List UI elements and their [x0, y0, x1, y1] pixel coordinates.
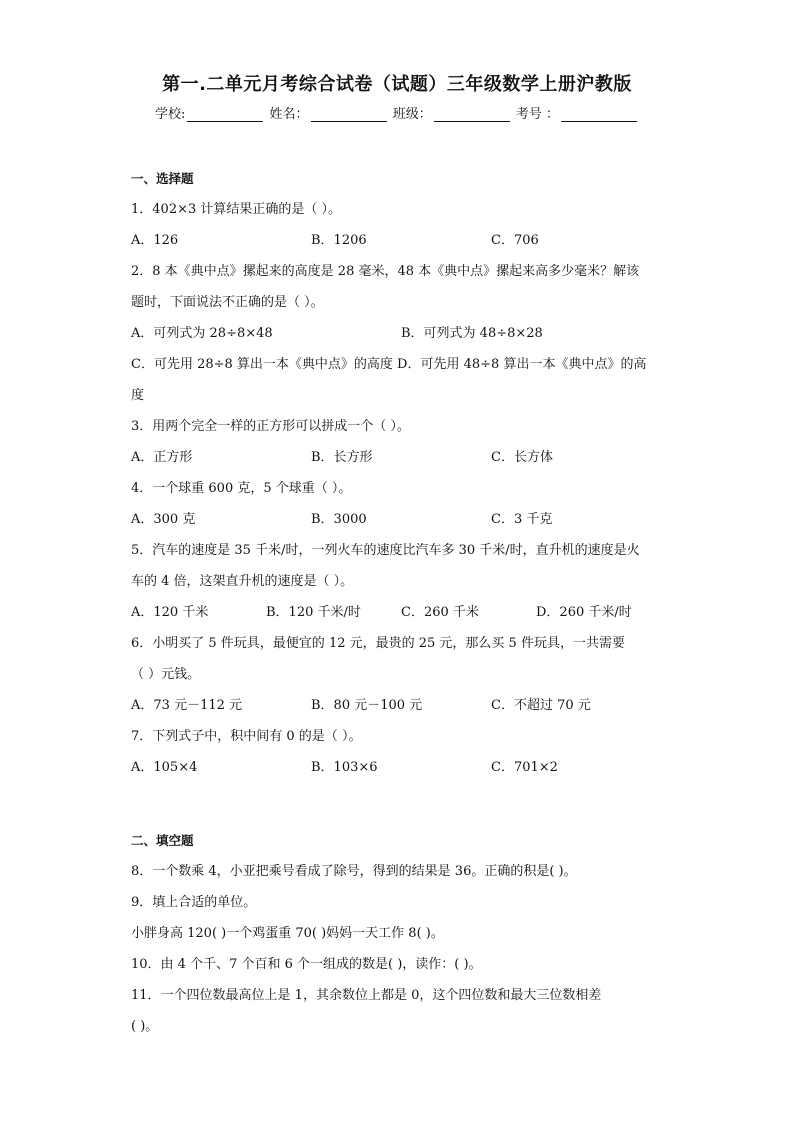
option-a: A．105×4 — [131, 760, 198, 775]
option-a: A．300 克 — [131, 512, 196, 527]
option-b: B．120 千米/时 — [266, 605, 361, 620]
option-c: C．不超过 70 元 — [491, 698, 591, 713]
name-label: 姓名： — [269, 107, 309, 122]
question-9: 9．填上合适的单位。 — [131, 895, 257, 910]
option-c: C．3 千克 — [491, 512, 553, 527]
number-label: 考号 ： — [515, 107, 559, 122]
question-1: 1．402×3 计算结果正确的是（ ）。 — [131, 202, 342, 217]
question-1-options — [131, 225, 671, 256]
school-label: 学校: — [155, 107, 186, 122]
question-6-line-2: （ ）元钱。 — [131, 667, 201, 682]
question-2-line-1: 2．8 本《典中点》摞起来的高度是 28 毫米，48 本《典中点》摞起来高多少毫米？解该 — [131, 264, 640, 279]
question-4-options — [131, 504, 671, 535]
question-10: 10．由 4 个千、7 个百和 6 个一组成的数是( )，读作：( )。 — [131, 957, 482, 972]
section-gap — [131, 783, 671, 825]
question-6-line-1: 6．小明买了 5 件玩具，最便宜的 12 元，最贵的 25 元，那么买 5 件玩具，一共需要 — [131, 636, 625, 651]
question-6-options — [131, 690, 671, 721]
option-b: B．长方形 — [311, 450, 373, 465]
class-label: 班级： — [392, 107, 432, 122]
option-c: C．701×2 — [491, 760, 558, 775]
option-c: C．706 — [491, 233, 539, 248]
question-2-options-cd-line-1: C．可先用 28÷8 算出一本《典中点》的高度 D．可先用 48÷8 算出一本《典中点》的高 — [131, 357, 647, 372]
question-7: 7．下列式子中，积中间有 0 的是（ ）。 — [131, 729, 362, 744]
question-5-line-2: 车的 4 倍，这架直升机的速度是（ ）。 — [131, 574, 354, 589]
option-b: B．80 元－100 元 — [311, 698, 423, 713]
option-b: B．可列式为 48÷8×28 — [401, 326, 543, 341]
question-3-options — [131, 442, 671, 473]
option-a: A．73 元－112 元 — [131, 698, 243, 713]
section-fill-heading: 二、填空题 — [131, 833, 194, 848]
question-5-options — [131, 597, 671, 628]
exam-content — [131, 163, 671, 1042]
question-2-line-2: 题时，下面说法不正确的是（ ）。 — [131, 295, 324, 310]
question-7-options — [131, 752, 671, 783]
option-a: A．120 千米 — [131, 605, 209, 620]
option-b: B．1206 — [311, 233, 367, 248]
section-choice-heading: 一、选择题 — [131, 171, 194, 186]
student-info-row — [0, 103, 794, 122]
question-5-line-1: 5．汽车的速度是 35 千米/时，一列火车的速度比汽车多 30 千米/时，直升机的速度是火 — [131, 543, 640, 558]
name-blank[interactable] — [311, 107, 387, 122]
option-c: C．260 千米 — [401, 605, 479, 620]
option-b: B．3000 — [311, 512, 367, 527]
option-a: A．正方形 — [131, 450, 193, 465]
question-9-sub: 小胖身高 120( )一个鸡蛋重 70( )妈妈一天工作 8( )。 — [131, 926, 444, 941]
question-2-options-ab — [131, 318, 671, 349]
question-11-line-1: 11．一个四位数最高位上是 1，其余数位上都是 0，这个四位数和最大三位数相差 — [131, 988, 602, 1003]
option-c: C．长方体 — [491, 450, 553, 465]
school-blank[interactable] — [187, 107, 263, 122]
question-3: 3．用两个完全一样的正方形可以拼成一个（ ）。 — [131, 419, 410, 434]
question-4: 4．一个球重 600 克，5 个球重（ ）。 — [131, 481, 352, 496]
option-a: A．可列式为 28÷8×48 — [131, 326, 273, 341]
question-2-options-cd-line-2: 度 — [131, 388, 145, 403]
option-d: D．260 千米/时 — [536, 605, 632, 620]
class-blank[interactable] — [434, 107, 510, 122]
option-b: B．103×6 — [311, 760, 378, 775]
number-blank[interactable] — [561, 107, 637, 122]
question-8: 8．一个数乘 4，小亚把乘号看成了除号，得到的结果是 36。正确的积是( )。 — [131, 864, 577, 879]
page-title: 第一.二单元月考综合试卷（试题）三年级数学上册沪教版 — [162, 74, 632, 95]
option-a: A．126 — [131, 233, 179, 248]
question-11-line-2: ( )。 — [131, 1019, 159, 1034]
